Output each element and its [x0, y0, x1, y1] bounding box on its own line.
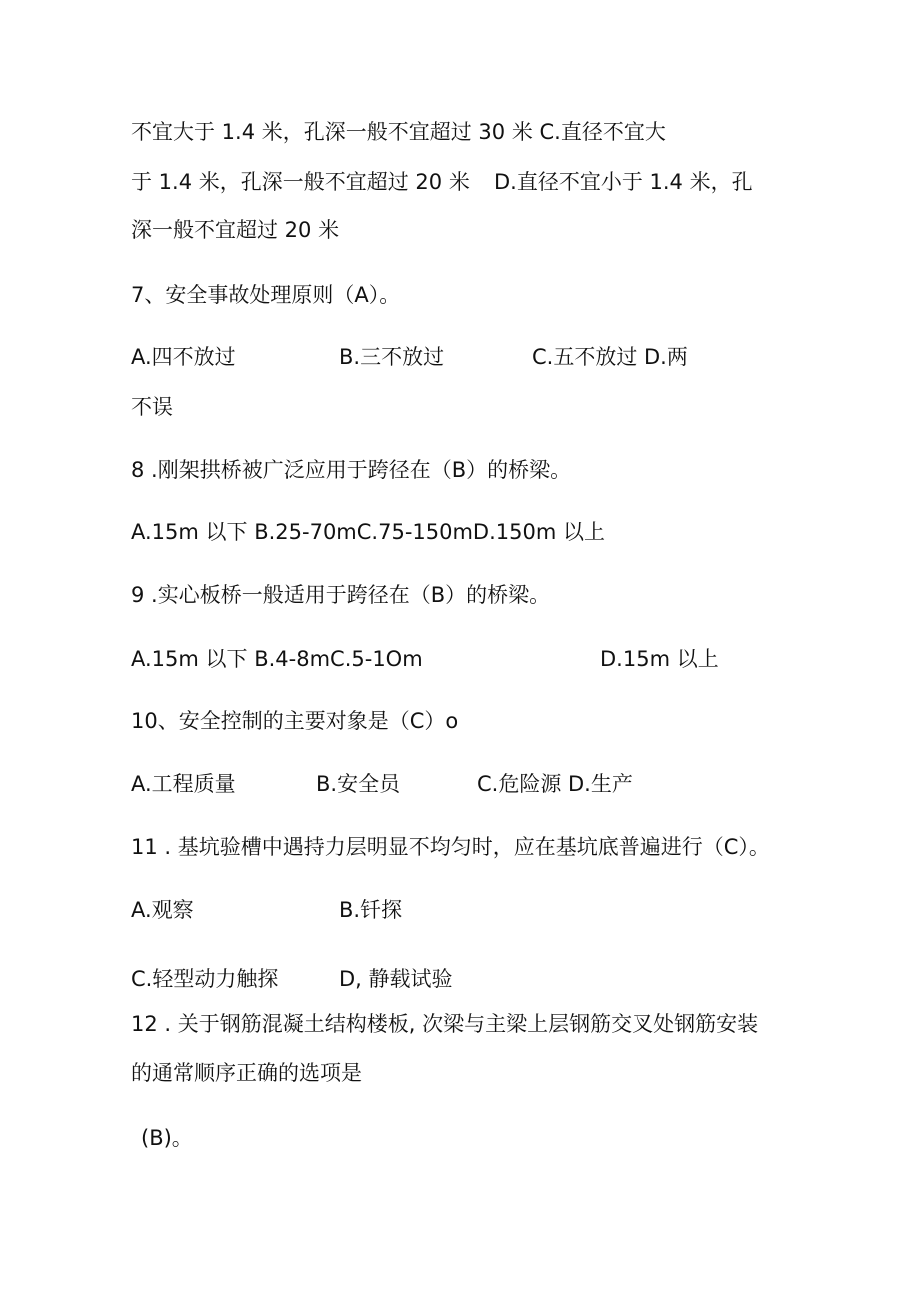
option-a: A.工程质量: [131, 772, 236, 796]
option-c-d: C.危险源 D.生产: [477, 772, 633, 796]
text-line: 深一般不宜超过 20 米: [131, 218, 340, 242]
text-line: 的通常顺序正确的选项是: [131, 1061, 362, 1085]
text-line: D.直径不宜小于 1.4 米，孔: [494, 170, 753, 194]
text-line: 不宜大于 1.4 米，孔深一般不宜超过 30 米 C.直径不宜大: [131, 120, 666, 144]
option-d: D, 静载试验: [339, 967, 453, 991]
question-8: 8 .刚架拱桥被广泛应用于跨径在（B）的桥梁。: [131, 458, 572, 482]
text-line: 不误: [131, 395, 173, 419]
question-7: 7、安全事故处理原则（A）。: [131, 283, 401, 307]
option-d: D.15m 以上: [600, 647, 719, 671]
text-line: 于 1.4 米，孔深一般不宜超过 20 米: [131, 170, 470, 194]
option-a: A.观察: [131, 898, 194, 922]
question-12: 12 . 关于钢筋混凝土结构楼板, 次梁与主梁上层钢筋交叉处钢筋安装: [131, 1012, 759, 1036]
option-b: B.三不放过: [339, 345, 445, 369]
question-9: 9 .实心板桥一般适用于跨径在（B）的桥梁。: [131, 583, 551, 607]
options-line: A.15m 以下 B.4-8mC.5-1Om: [131, 647, 423, 671]
question-11: 11 . 基坑验槽中遇持力层明显不均匀时，应在基坑底普遍进行（C）。: [131, 835, 770, 859]
option-a: A.四不放过: [131, 345, 236, 369]
answer-b: (B)。: [141, 1126, 193, 1150]
options-line: A.15m 以下 B.25-70mC.75-150mD.150m 以上: [131, 520, 605, 544]
option-c: C.轻型动力触探: [131, 967, 279, 991]
question-10: 10、安全控制的主要对象是（C）o: [131, 709, 459, 733]
option-b: B.钎探: [339, 898, 403, 922]
option-c-d: C.五不放过 D.两: [532, 345, 688, 369]
option-b: B.安全员: [316, 772, 401, 796]
